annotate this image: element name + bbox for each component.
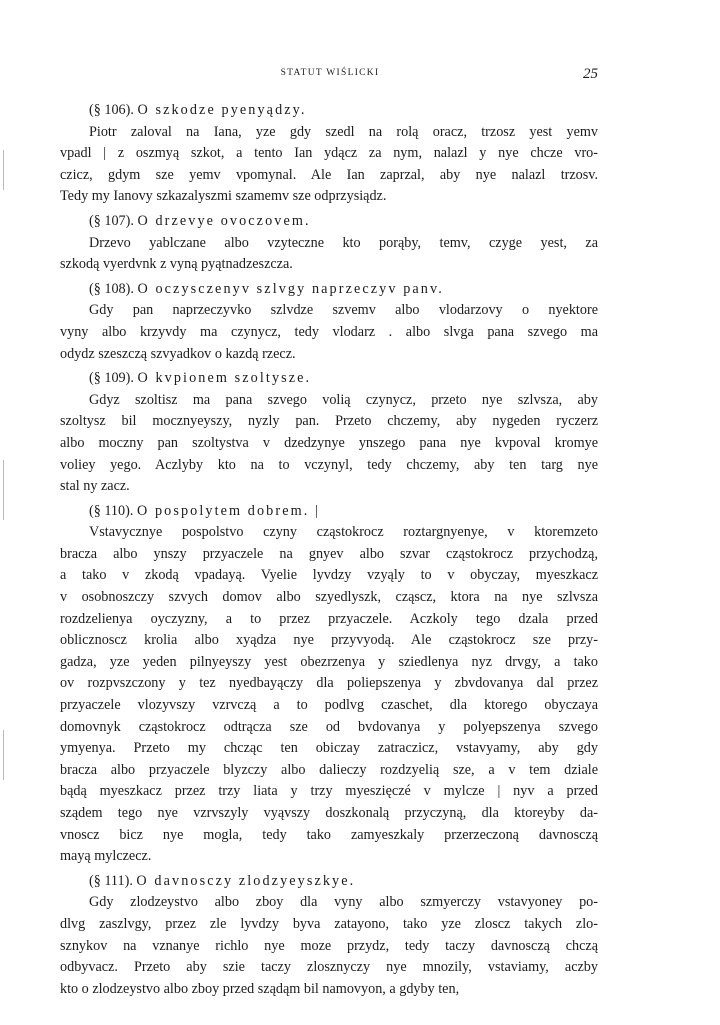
text-line: vpadl | z oszmyą szkot, a tento Ian ydącz za nym, nalazl y nye chcze vro- xyxy=(60,145,598,162)
section-number: (§ 110). xyxy=(89,502,134,519)
text-line: Tedy my Ianovy szkazalyszmi szamemv sze odprzysiądz. xyxy=(60,188,387,205)
section-heading xyxy=(60,211,598,233)
section-number: (§ 107). xyxy=(89,212,134,229)
text-line: volieу yego. Aczlyby kto na to vczynyl, tedy chczemy, aby ten targ nye xyxy=(60,456,598,473)
section xyxy=(60,368,598,498)
section xyxy=(60,279,598,365)
text-line: vnoscz bicz nye mogla, tedy tako zamyeszkaly przerzeczoną davnosczą xyxy=(60,826,598,843)
section-number: (§ 106). xyxy=(89,102,134,118)
text-line: albo moczny pan szoltystva v dzedzynye ynszego pana nye kvpoval kromye xyxy=(60,434,598,451)
section-title: O kvpionem szoltysze. xyxy=(137,370,312,387)
section-number: (§ 111). xyxy=(89,872,133,889)
text-line: gadza, yze yeden pilnyeyszy yest obezrzenya y sziedlenya nyz drvgy, a tako xyxy=(60,653,598,670)
page-number: 25 xyxy=(583,66,598,82)
section-heading xyxy=(60,368,598,390)
section-heading xyxy=(60,501,598,523)
text-line: Piotr zaloval na Iana, yze gdy szedl na rolą oracz, trzosz yest yemv xyxy=(89,123,598,140)
text-line: oblicznoscz krolia albo xyądza nye przyvyodą. Ale cząstokrocz sze przy- xyxy=(60,632,598,649)
scan-edge-mark xyxy=(3,460,4,520)
text-line: sządem tego nye vzrvszyly vyąvszy doszkonalą przyczyną, dla ktoreyby da- xyxy=(60,805,598,821)
text-line: sznykov na vznanye richlo nye moze przydz, tedy taczy davnosczą chczą xyxy=(60,937,598,954)
running-title: STATUT WIŚLICKI xyxy=(280,68,380,78)
section xyxy=(60,501,598,868)
section xyxy=(60,100,598,208)
text-line: dlvg zaszlvgy, przez zle lyvdzy byva zatayono, tako yze zloscz takych zlo- xyxy=(60,915,598,932)
text-line: mayą mylczecz. xyxy=(60,848,152,865)
text-line: szoltysz bil mocznyeyszy, nyzly pan. Przeto chczemy, aby nygeden ryczerz xyxy=(60,413,598,430)
section-title: O oczysczenyv szlvgy naprzeczyv panv. xyxy=(137,280,444,297)
text-line: bracza albo ynszy przyaczele na gnyev albo szvar cząstokrocz przychodzą, xyxy=(60,545,598,562)
section-title: O szkodze pyenyądzy. xyxy=(137,102,307,118)
section-title: O pospolytem dobrem. | xyxy=(136,502,320,519)
text-line: rozdzelienya oyczyzny, a to przez przyaczele. Aczkoly tego dzala przed xyxy=(60,610,598,627)
text-line: odydz szeszczą szvyadkov o kazdą rzecz. xyxy=(60,345,296,362)
text-line: bądą myeszkacz przez trzy liata y trzy myeszięczé v mylcze | nyv a przed xyxy=(60,783,598,800)
section-heading xyxy=(60,100,598,122)
section-number: (§ 108). xyxy=(89,280,134,297)
scan-edge-mark xyxy=(3,150,4,190)
text-line: odbyvacz. Przeto aby szie taczy zlosznyczy nye mnozily, vstaviamy, aczby xyxy=(60,959,598,976)
text-line: Vstavycznye pospolstvo czyny cząstokrocz roztargnyenye, v ktoremzeto xyxy=(89,524,598,541)
text-line: a tako v zkodą vpadayą. Vyelie lyvdzy vzyąly to v obyczay, myeszkacz xyxy=(60,567,598,584)
text-line: Gdy zlodzeystvo albo zboy dla vyny albo szmyerczy vstavyoney po- xyxy=(89,894,598,911)
section-title: O drzevye ovoczovem. xyxy=(137,212,311,229)
section-heading xyxy=(60,871,598,893)
text-line: stal ny zacz. xyxy=(60,478,130,495)
body-text xyxy=(60,100,598,1000)
section-title: O davnosczy zlodzyeyszkye. xyxy=(136,872,356,889)
text-line: ymyenya. Przeto my chcząc ten obiczay zatraczicz, vstavyamy, aby gdy xyxy=(60,740,598,757)
text-line: czicz, gdym sze yemv vpomynal. Ale Ian zaprzal, aby nye nalazl trzosv. xyxy=(60,166,598,183)
section xyxy=(60,871,598,1001)
text-line: vyny albo krzyvdy ma czynycz, tedy vlodarz . albo slvga pana szvego ma xyxy=(60,323,598,340)
text-line: Gdyz szoltisz ma pana szvego volią czynycz, przeto nye szlvsza, aby xyxy=(89,391,598,408)
section-number: (§ 109). xyxy=(89,370,134,387)
text-line: domovnyk cząstokrocz odtrącza sze od bvdovanya y polyepszenya szvego xyxy=(60,718,598,735)
text-line: Drzevo yablczane albo vzyteczne kto porąby, temv, czyge yest, za xyxy=(89,234,598,251)
scan-edge-mark xyxy=(3,730,4,780)
text-line: przyaczele vlozyvszy vzrvczą a to podlvg czaschet, dla ktorego obyczaya xyxy=(60,697,598,714)
text-line: szkodą vyerdvnk z vyną pyątnadzeszcza. xyxy=(60,256,293,273)
text-line: kto o zlodzeystvo albo zboy przed sządąm bil namovyon, a gdyby ten, xyxy=(60,980,460,997)
text-line: bracza albo przyaczele blyzczy albo dalieczy rozdzyelią sze, a v tem dziale xyxy=(60,761,598,778)
text-line: Gdy pan naprzeczyvko szlvdze szvemv albo vlodarzovy o nyektore xyxy=(89,302,598,319)
section xyxy=(60,211,598,276)
section-heading xyxy=(60,279,598,301)
text-line: ov rozpvszczony y tez nyedbayączy dla poliepszenya y zbvdovanya dal przez xyxy=(60,675,598,692)
running-head xyxy=(62,66,598,82)
text-line: v osobnoszczy szvych domov albo szyedlyszk, cząscz, ktora na nye szlvsza xyxy=(60,589,598,606)
